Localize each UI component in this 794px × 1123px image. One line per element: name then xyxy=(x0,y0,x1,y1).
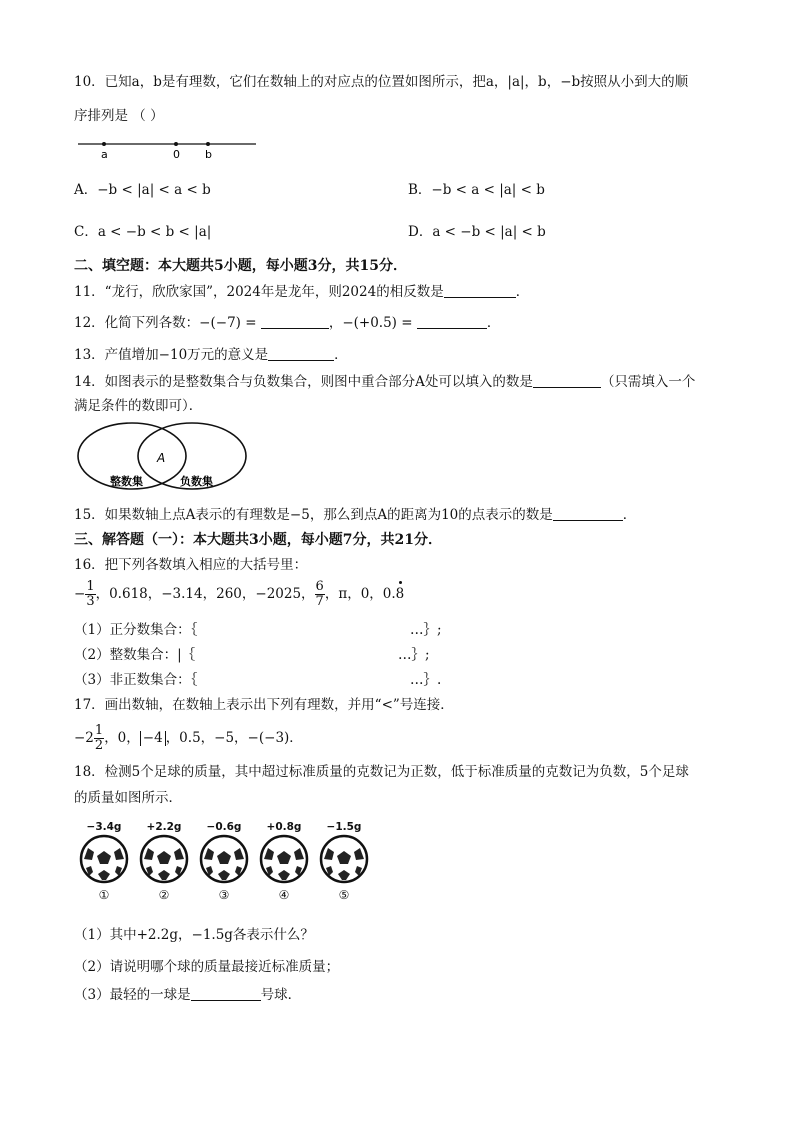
ball-3-number: ③ xyxy=(218,888,230,902)
ball-5-label: −1.5g xyxy=(326,821,362,833)
section3-title: 三、解答题（一）：本大题共3小题，每小题7分，共21分． xyxy=(74,532,442,548)
q16-numbers-tail: ，π，0，0. xyxy=(324,586,396,602)
q18-line2: 的质量如图所示． xyxy=(74,790,182,806)
ball-2-number: ② xyxy=(158,888,170,902)
ball-4-number: ④ xyxy=(278,888,290,902)
q11-text: 11．“龙行，欣欣家国”，2024年是龙年，则2024的相反数是 xyxy=(74,284,444,300)
q12: 12．化简下列各数：−(−7) = ，−(+0.5) = ． xyxy=(74,315,501,331)
q18-sub1: （1）其中+2.2g，−1.5g各表示什么？ xyxy=(74,927,314,943)
soccer-ball-icon xyxy=(198,834,250,884)
q10-line1: 10．已知a，b是有理数，它们在数轴上的对应点的位置如图所示，把a，|a|，b，−b按照从小到大的顺 xyxy=(74,74,689,90)
q18-line1: 18．检测5个足球的质量，其中超过标准质量的克数记为正数，低于标准质量的克数记为负数，5个足球 xyxy=(74,764,689,780)
q18-sub3-text: （3）最轻的一球是 xyxy=(74,987,191,1003)
q16-set-2: （2）整数集合：|｛ xyxy=(74,647,196,663)
q13-blank xyxy=(268,346,334,361)
q17-abs: −4 xyxy=(140,731,166,746)
q17-prompt: 17．画出数轴，在数轴上表示出下列有理数，并用“<”号连接． xyxy=(74,697,454,713)
q14-text: 14．如图表示的是整数集合与负数集合，则图中重合部分A处可以填入的数是 xyxy=(74,374,533,390)
q16-set-1: （1）正分数集合：｛ xyxy=(74,622,198,638)
q16-set-3-end: …｝. xyxy=(410,672,442,688)
ball-2 xyxy=(138,820,190,902)
q16-repeat-digit: 8 xyxy=(396,578,405,610)
soccer-ball-icon xyxy=(138,834,190,884)
q12-blank-b xyxy=(417,314,487,329)
q10-number-line xyxy=(74,134,264,164)
soccer-ball-icon xyxy=(78,834,130,884)
q18-sub3-blank xyxy=(191,986,261,1001)
ball-1-label: −3.4g xyxy=(86,821,122,833)
q12-blank-a xyxy=(261,314,329,329)
ball-row xyxy=(74,820,384,906)
q18-sub3-tail: 号球． xyxy=(260,987,302,1003)
q12-text-a: 12．化简下列各数：−(−7) = xyxy=(74,315,257,331)
q11-blank xyxy=(444,283,516,298)
q18-sub2: （2）请说明哪个球的质量最接近标准质量； xyxy=(74,959,340,975)
q13-text: 13．产值增加−10万元的意义是 xyxy=(74,347,269,363)
section2-title: 二、填空题：本大题共5小题，每小题3分，共15分． xyxy=(74,258,407,274)
ball-1 xyxy=(78,820,130,902)
venn-diagram xyxy=(76,420,251,494)
q16-numbers-text: ，0.618，−3.14，260，−2025， xyxy=(95,586,315,602)
q15: 15．如果数轴上点A表示的有理数是−5，那么到点A的距离为10的点表示的数是 ． xyxy=(74,507,637,523)
q17-frac: $\frac{1}{2}$ xyxy=(94,723,104,753)
ball-5-number: ⑤ xyxy=(338,888,350,902)
ball-1-number: ① xyxy=(98,888,110,902)
ball-3-label: −0.6g xyxy=(206,821,242,833)
q17-numbers: −2 $\frac{1}{2}$ ，0， −4 ，0.5，−5，−(−3)． xyxy=(74,723,303,753)
ball-2-label: +2.2g xyxy=(146,821,182,833)
q14-line1 xyxy=(74,372,695,392)
venn-left-label: 整数集 xyxy=(110,475,143,488)
q15-text: 15．如果数轴上点A表示的有理数是−5，那么到点A的距离为10的点表示的数是 xyxy=(74,507,553,523)
q10-option-a: A．−b < |a| < a < b xyxy=(74,182,211,198)
q13: 13．产值增加−10万元的意义是 ． xyxy=(74,347,348,363)
q16-set-3: （3）非正数集合：｛ xyxy=(74,672,198,688)
q15-blank xyxy=(553,506,623,521)
q11: 11．“龙行，欣欣家国”，2024年是龙年，则2024的相反数是 ． xyxy=(74,284,530,300)
q18-sub3 xyxy=(74,985,301,1005)
q12-text-b: ，−(+0.5) = xyxy=(328,315,413,331)
q10-option-c: C．a < −b < b < |a| xyxy=(74,224,212,240)
q10-option-b: B．−b < a < |a| < b xyxy=(408,182,545,198)
q14-line2: 满足条件的数即可）． xyxy=(74,398,203,414)
ball-4-label: +0.8g xyxy=(266,821,302,833)
repeat-dot xyxy=(399,581,402,584)
q16-frac-2: $\frac{6}{7}$ xyxy=(315,579,324,609)
q10-option-d: D．a < −b < |a| < b xyxy=(408,224,546,240)
ball-4 xyxy=(258,820,310,902)
q16-numbers: − $\frac{1}{3}$ ，0.618，−3.14，260，−2025， $\frac{6}{7}$ ，π，0，0.8 xyxy=(74,579,405,609)
ball-5 xyxy=(318,820,370,902)
q16-set-2-end: …｝; xyxy=(398,647,430,663)
axis-label-b: b xyxy=(205,148,212,161)
q16-frac-1: $\frac{1}{3}$ xyxy=(86,579,95,609)
q14-text-tail: （只需填入一个 xyxy=(600,374,696,390)
ball-3 xyxy=(198,820,250,902)
soccer-ball-icon xyxy=(258,834,310,884)
q14-blank xyxy=(533,373,601,388)
axis-label-a: a xyxy=(101,148,108,161)
q16-prompt: 16．把下列各数填入相应的大括号里： xyxy=(74,557,308,573)
q16-set-1-end: …｝; xyxy=(410,622,442,638)
soccer-ball-icon xyxy=(318,834,370,884)
axis-label-0: 0 xyxy=(173,148,180,161)
venn-right-label: 负数集 xyxy=(180,475,213,488)
q10-line2: 序排列是 （ ） xyxy=(74,108,164,124)
venn-center-label: A xyxy=(157,451,166,465)
